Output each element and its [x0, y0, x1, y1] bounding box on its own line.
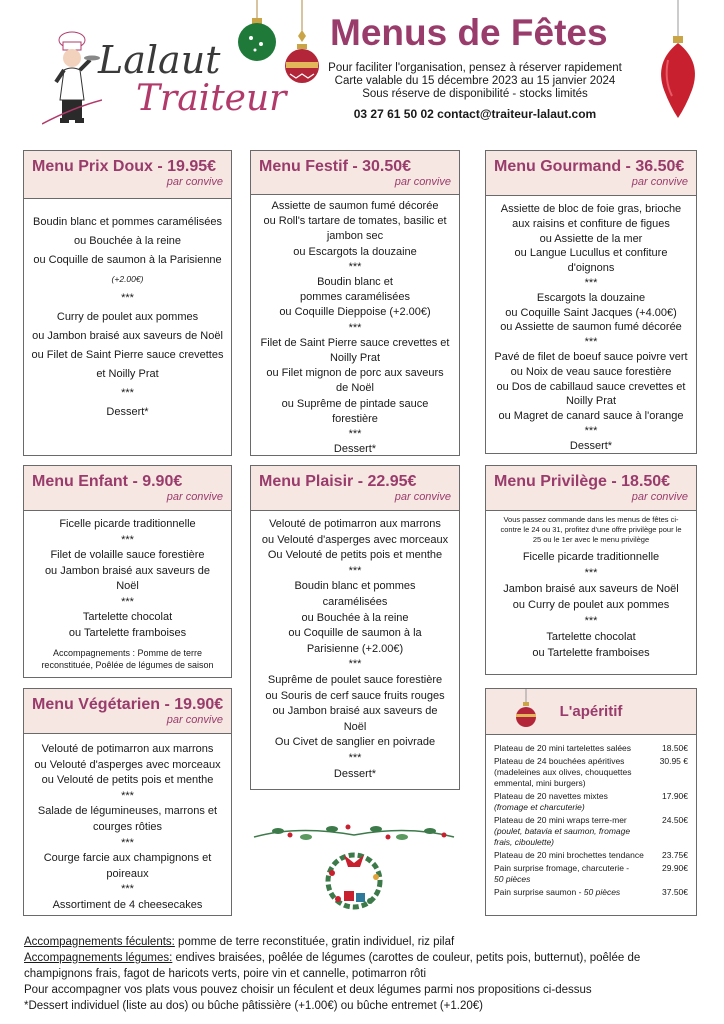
menu-line: ***: [584, 276, 598, 289]
item-name: Pain surprise saumon -: [494, 887, 582, 897]
footer-starches-text: pomme de terre reconstituée, gratin individuel, riz pilaf: [174, 936, 455, 948]
menu-line: ou Coquille de saumon à la Parisienne: [33, 254, 222, 266]
menu-intro: contre le 24 ou 31, profitez d'une offre privilège pour le: [500, 525, 682, 534]
footer-vegetables: [24, 950, 704, 982]
header-line-1: Pour faciliter l'organisation, pensez à réserver rapidement: [328, 62, 622, 74]
aperitif-box: [485, 688, 697, 916]
menu-line: ou Tartelette framboises: [532, 647, 650, 659]
item-detail: 50 pièces: [583, 887, 621, 897]
menu-line: ou Suprême de pintade sauce: [281, 397, 429, 410]
menu-festif: [250, 150, 460, 456]
menu-line: et Noilly Prat: [96, 368, 159, 380]
menu-line: ***: [584, 424, 598, 437]
menu-line: ***: [348, 428, 362, 441]
menu-intro: Vous passez commande dans les menus de fêtes ci-: [503, 515, 679, 524]
menu-line: Ou Velouté de petits pois et menthe: [267, 549, 443, 562]
menu-prix-doux: [23, 150, 232, 456]
aperitif-header: [486, 689, 696, 735]
menu-line: Tartelette chocolat: [82, 611, 173, 623]
menu-line: Jambon braisé aux saveurs de Noël: [503, 583, 679, 595]
menu-line: Noël: [116, 580, 139, 592]
menu-title: Menu Privilège - 18.50€: [494, 473, 671, 490]
menu-line: ***: [348, 321, 362, 334]
menu-line: ou Velouté de petits pois et menthe: [41, 774, 214, 787]
page-title: Menus de Fêtes: [330, 12, 608, 53]
aperitif-list: [486, 735, 696, 898]
aperitif-item: [494, 850, 688, 861]
aperitif-item: [494, 887, 688, 898]
header-line-3: Sous réserve de disponibilité - stocks limités: [362, 88, 588, 100]
menu-line: ***: [121, 292, 134, 304]
menu-line: pommes caramélisées: [299, 291, 411, 304]
menu-line: ou Coquille Saint Jacques (+4.00€): [505, 306, 677, 319]
menu-line: Tartelette chocolat: [546, 631, 636, 643]
per-guest-label: par convive: [394, 491, 451, 503]
menu-line: Suprême de poulet sauce forestière: [267, 673, 443, 686]
menu-line: ou Curry de poulet aux pommes: [512, 599, 670, 611]
item-detail: (fromage et charcuterie): [494, 802, 585, 812]
menu-line: Pavé de filet de boeuf sauce poivre vert: [494, 350, 688, 363]
menu-line: ou Noix de veau sauce forestière: [510, 365, 672, 378]
menu-note: reconstituée, Poêlée de légumes de saison: [41, 660, 214, 670]
aperitif-title: L'apéritif: [559, 703, 623, 720]
menu-title: Menu Prix Doux - 19.95€: [32, 158, 217, 175]
red-drop-ornament-icon: [648, 0, 708, 120]
menu-line: ***: [584, 615, 598, 627]
menu-line: ***: [121, 789, 134, 802]
aperitif-item: [494, 791, 688, 813]
menu-line: Escargots la douzaine: [536, 291, 646, 304]
menu-line: ou Jambon braisé aux saveurs de: [44, 564, 211, 577]
menu-line: forestière: [332, 412, 378, 425]
item-price: 30.95 €: [659, 756, 688, 766]
menu-line: ***: [121, 595, 134, 608]
menu-intro: 25 ou le 1er avec le menu privilège: [532, 535, 650, 544]
menu-line: ou Tartelette framboises: [68, 626, 187, 639]
menu-line: Assiette de bloc de foie gras, brioche: [500, 203, 682, 215]
menu-line: jambon sec: [326, 230, 384, 243]
menu-line: ou Velouté d'asperges avec morceaux: [261, 533, 449, 546]
menu-line: Noël: [343, 720, 367, 733]
menu-line: Courge farcie aux champignons et: [43, 852, 212, 865]
per-guest-label: par convive: [166, 176, 223, 188]
item-price: 37.50€: [662, 887, 688, 897]
aperitif-item: [494, 815, 688, 848]
menu-line: Dessert*: [333, 767, 377, 780]
menu-line: ou Filet de Saint Pierre sauce crevettes: [31, 349, 224, 361]
menu-line: Ficelle picarde traditionnelle: [59, 518, 196, 530]
menu-line: ***: [584, 567, 598, 579]
menu-line: Noilly Prat: [329, 352, 381, 365]
menu-line: aux raisins et confiture de figues: [512, 217, 670, 230]
item-name: Plateau de 24 bouchées apéritives (madeleines aux olives, chouquettes emmental, mini burgers): [494, 756, 632, 788]
item-price: 17.90€: [662, 791, 688, 801]
item-price: 29.90€: [662, 863, 688, 873]
footer-notes: [24, 934, 704, 1014]
menu-plaisir: [250, 465, 460, 790]
menu-line: poireaux: [106, 867, 149, 880]
menu-line: ***: [348, 564, 362, 577]
menu-title: Menu Festif - 30.50€: [259, 158, 412, 175]
item-price: 18.50€: [662, 743, 688, 753]
item-price: 24.50€: [662, 815, 688, 825]
menu-vegetarien: [23, 688, 232, 916]
menu-line: ou Bouchée à la reine: [301, 611, 409, 624]
menu-line: ***: [348, 260, 362, 273]
menu-line: Boudin blanc et pommes: [294, 580, 416, 593]
menu-line: Velouté de potimarron aux marrons: [41, 743, 214, 755]
menu-line: ***: [121, 883, 134, 896]
menu-line: courges rôties: [92, 820, 163, 833]
menu-title: Menu Plaisir - 22.95€: [259, 473, 417, 490]
menu-line: Dessert*: [569, 439, 613, 452]
footer-dessert-note: *Dessert individuel (liste au dos) ou bûche pâtissière (+1.00€) ou bûche entremet (+1.20€): [24, 1000, 483, 1012]
header-line-2: Carte valable du 15 décembre 2023 au 15 janvier 2024: [334, 75, 616, 87]
menu-line: ***: [584, 336, 598, 349]
menu-line: ou Coquille Dieppoise (+2.00€): [279, 306, 431, 319]
header-contact: 03 27 61 50 02 contact@traiteur-lalaut.com: [353, 107, 597, 121]
per-guest-label: par convive: [631, 491, 688, 503]
menu-line: caramélisées: [322, 595, 388, 608]
menu-title: Menu Gourmand - 36.50€: [494, 158, 685, 175]
menu-line: Ficelle picarde traditionnelle: [522, 551, 660, 563]
menu-line: Noilly Prat: [565, 395, 617, 408]
menu-note: Accompagnements : Pomme de terre: [52, 648, 203, 658]
menu-line: Boudin blanc et pommes caramélisées: [33, 216, 222, 228]
menu-line: ou Bouchée à la reine: [73, 235, 182, 247]
menu-line: ou Langue Lucullus et confiture: [514, 247, 668, 260]
menu-line: Filet de volaille sauce forestière: [50, 549, 205, 561]
menu-line: Filet de Saint Pierre sauce crevettes et: [260, 336, 450, 349]
footer-vegetables-label: Accompagnements légumes:: [24, 952, 173, 964]
menu-enfant: [23, 465, 232, 678]
holiday-wreath-icon: [248, 815, 460, 925]
menu-line: ou Filet mignon de porc aux saveurs: [266, 367, 444, 380]
menu-line: ou Assiette de la mer: [539, 232, 643, 245]
green-bauble-icon: [235, 0, 279, 66]
menu-line: Ou Civet de sanglier en poivrade: [274, 736, 436, 749]
menu-line: Dessert*: [106, 406, 149, 418]
menu-line: Assiette de saumon fumé décorée: [271, 200, 439, 212]
menu-line: ou Coquille de saumon à la: [288, 627, 422, 640]
menu-line: Parisienne (+2.00€): [306, 642, 404, 655]
item-name: Plateau de 20 mini tartelettes salées: [494, 743, 632, 753]
menu-line: ou Jambon braisé aux saveurs de Noël: [32, 330, 223, 342]
menu-line: ou Escargots la douzaine: [293, 245, 417, 258]
aperitif-item: [494, 863, 688, 885]
menu-title: Menu Végétarien - 19.90€: [32, 696, 224, 713]
menu-line: ou Magret de canard sauce à l'orange: [498, 410, 684, 423]
menu-line: ***: [121, 836, 134, 849]
menu-line: ou Assiette de saumon fumé décorée: [500, 321, 682, 334]
footer-starches-label: Accompagnements féculents:: [24, 936, 175, 948]
menu-line: ***: [121, 533, 134, 546]
item-detail: 50 pièces: [494, 874, 531, 884]
footer-vegetables-text: endives braisées, poêlée de légumes (carottes de couleur, petits pois, butternut), poêlée de champignons frais, fagot de haricots verts, poire vin et cannelle, potimarron rôti: [24, 952, 641, 980]
menu-line: (+2.00€): [111, 274, 144, 284]
aperitif-item: [494, 743, 688, 754]
menu-line: d'oignons: [567, 262, 615, 275]
menu-line: ou Roll's tartare de tomates, basilic et: [263, 215, 447, 228]
menu-line: Curry de poulet aux pommes: [56, 311, 199, 323]
chef-illustration-icon: [42, 30, 102, 126]
menu-privilege: [485, 465, 697, 675]
menu-gourmand: [485, 150, 697, 454]
per-guest-label: par convive: [394, 176, 451, 188]
item-name: Pain surprise fromage, charcuterie -: [494, 863, 630, 873]
menu-line: ou Souris de cerf sauce fruits rouges: [265, 689, 445, 702]
menu-line: ou Velouté d'asperges avec morceaux: [34, 758, 221, 771]
menu-line: Velouté de potimarron aux marrons: [269, 518, 441, 530]
item-name: Plateau de 20 mini wraps terre-mer: [494, 815, 627, 825]
item-name: Plateau de 20 mini brochettes tendance: [494, 850, 644, 860]
aperitif-item: [494, 756, 688, 789]
menu-line: ***: [348, 658, 362, 671]
menu-line: Dessert*: [333, 443, 377, 456]
menu-line: ou Dos de cabillaud sauce crevettes et: [496, 380, 686, 393]
menu-title: Menu Enfant - 9.90€: [32, 473, 183, 490]
per-guest-label: par convive: [631, 176, 688, 188]
footer-starches: [24, 934, 704, 950]
menu-line: de Noël: [336, 382, 374, 395]
menu-line: ***: [121, 387, 134, 399]
per-guest-label: par convive: [166, 491, 223, 503]
brand-logo: [28, 30, 287, 130]
brand-line1: Lalaut: [98, 38, 221, 82]
item-detail: (poulet, batavia et saumon, fromage frais, ciboulette): [494, 826, 631, 847]
per-guest-label: par convive: [166, 714, 223, 726]
footer-choice-note: Pour accompagner vos plats vous pouvez choisir un féculent et deux légumes parmi nos propositions ci-dessus: [24, 984, 592, 996]
menu-line: ou Jambon braisé aux saveurs de: [272, 705, 438, 718]
menu-line: Salade de légumineuses, marrons et: [37, 805, 218, 818]
item-name: Plateau de 20 navettes mixtes: [494, 791, 608, 801]
menu-line: Assortiment de 4 cheesecakes: [52, 898, 203, 911]
menu-line: ***: [348, 751, 362, 764]
item-price: 23.75€: [662, 850, 688, 860]
menu-line: Boudin blanc et: [317, 276, 393, 289]
brand-line2: Traiteur: [136, 78, 287, 119]
